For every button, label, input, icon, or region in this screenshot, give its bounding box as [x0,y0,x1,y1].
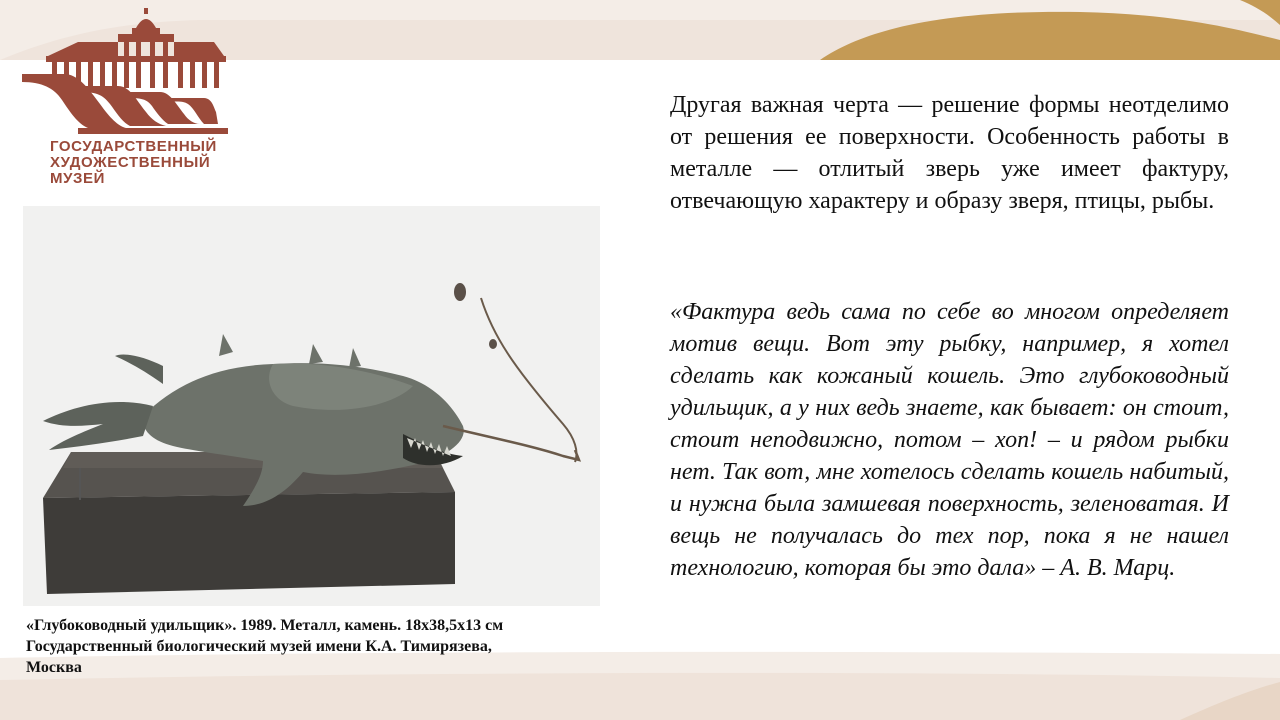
logo-line-3: МУЗЕЙ [50,170,106,187]
logo-line-1: ГОСУДАРСТВЕННЫЙ [50,138,217,155]
main-paragraph: Другая важная черта — решение формы неотделимо от решения ее поверхности. Особенность работы в металле — отлитый зверь уже имеет фактуру, отвечающую характеру и образу зверя, птицы, рыбы. [670,92,1229,214]
logo-line-2: ХУДОЖЕСТВЕННЫЙ [50,154,211,171]
photo-caption [26,615,606,678]
museum-logo-text [50,139,217,187]
quote-paragraph: «Фактура ведь сама по себе во многом определяет мотив вещи. Вот эту рыбку, например, я хотел сделать как кожаный кошель. Это глубоководный удильщик, а у них ведь знаете, как бывает: он стоит, стоит неподвижно, потом – хоп! – и рядом рыбки нет. Так вот, мне хотелось сделать кошель набитый, и нужна была замшевая поверхность, зеленоватая. И вещь не получалась до тех пор, пока я не нашел технологию, которая бы это дала» – А. В. Марц. [670,299,1229,581]
caption-line-3: Москва [26,659,82,676]
caption-line-1: «Глубоководный удильщик». 1989. Металл, камень. 18х38,5х13 см [26,617,504,634]
angler-fish-sculpture-photo [23,206,600,606]
caption-line-2: Государственный биологический музей имени К.А. Тимирязева, [26,638,492,655]
